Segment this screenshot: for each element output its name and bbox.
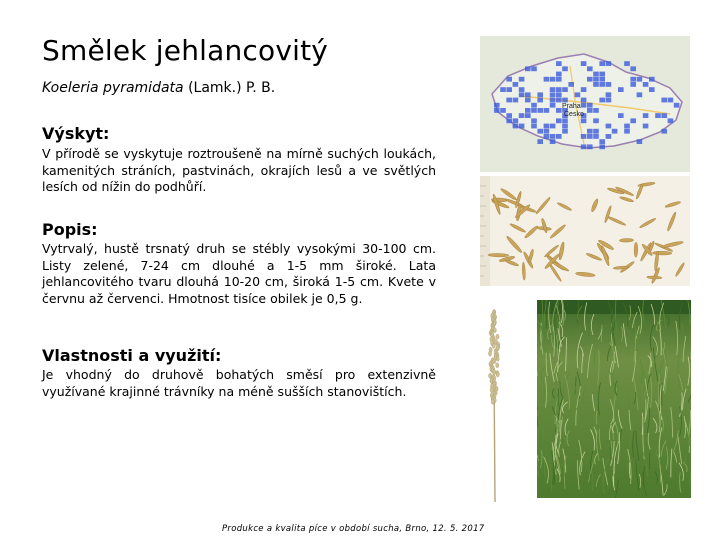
panicle-graphic [478, 308, 510, 502]
latin-authority: (Lamk.) P. B. [188, 80, 276, 96]
footer-caption: Produkce a kvalita píce v období sucha, Brno, 12. 5. 2017 [222, 524, 485, 534]
seeds-graphic [480, 176, 690, 286]
field-graphic [537, 300, 691, 498]
map-label-city: Praha [562, 103, 581, 110]
distribution-map [480, 36, 690, 172]
properties-heading: Vlastnosti a využití: [42, 346, 222, 365]
occurrence-text: V přírodě se vyskytuje roztroušeně na mírně suchých loukách, kamenitých stráních, pastvinách, okrajích lesů a ve světlých lesích od nížin do podhůří. [42, 146, 436, 194]
page-title: Smělek jehlancovitý [42, 34, 329, 67]
occurrence-heading: Výskyt: [42, 124, 110, 143]
map-label-country: Česko [564, 111, 584, 118]
description-text: Vytrvalý, hustě trsnatý druh se stébly vysokými 30-100 cm. Listy zelené, 7-24 cm dlouhé a 1-5 mm široké. Lata jehlancovitého tvaru dlouhá 10-20 cm, široká 1-5 cm. Kvete v červnu až červenci. Hmotnost tisíce obilek je 0,5 g. [42, 241, 436, 306]
properties-text: Je vhodný do druhově bohatých směsí pro extenzivně využívané krajinné trávníky na méně sušších stanovištích. [42, 367, 436, 399]
seeds-photo [480, 176, 690, 286]
panicle-photo [478, 308, 510, 502]
latin-name [42, 80, 275, 96]
latin-genus-species: Koeleria pyramidata [42, 80, 184, 96]
distribution-map-graphic [480, 36, 690, 172]
description-heading: Popis: [42, 220, 98, 239]
field-photo [537, 300, 691, 498]
